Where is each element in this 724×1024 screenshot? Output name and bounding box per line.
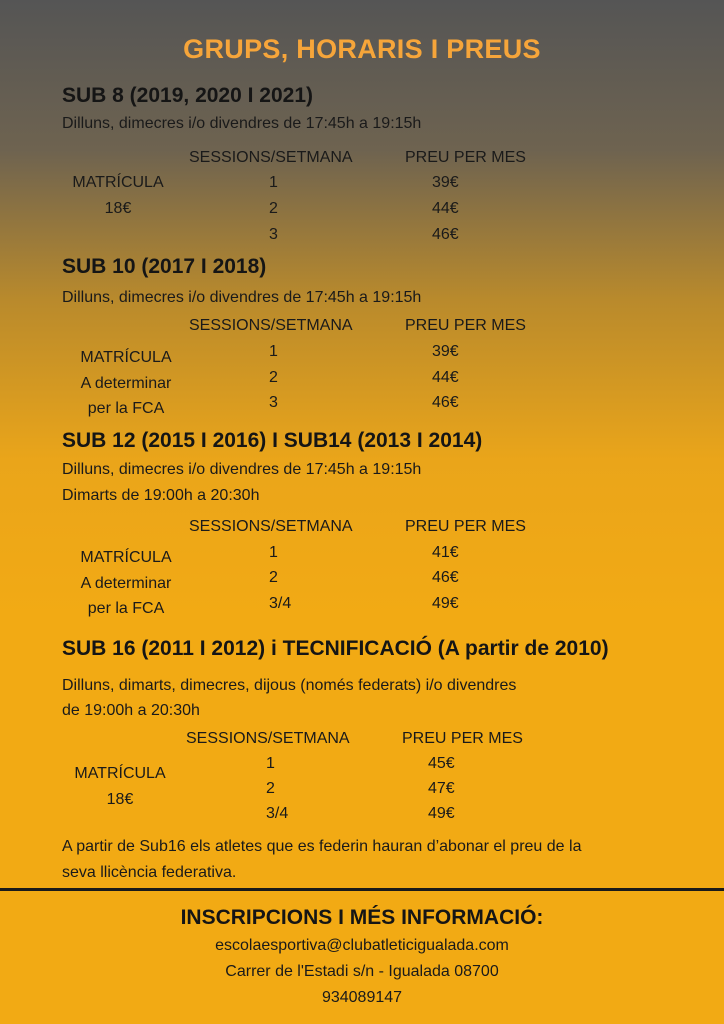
matricula-value: 18€ [104, 200, 132, 217]
group-title: SUB 16 (2011 I 2012) i TECNIFICACIÓ (A partir de 2010) [62, 637, 609, 660]
matricula-value: 18€ [106, 791, 134, 808]
schedule-line: Dilluns, dimarts, dimecres, dijous (només federats) i/o divendres [62, 677, 517, 694]
divider [0, 888, 724, 891]
sessions-value: 1 [269, 174, 278, 191]
note-line: seva llicència federativa. [62, 864, 237, 881]
sessions-value: 2 [269, 200, 278, 217]
sessions-value: 2 [269, 369, 278, 386]
sessions-value: 1 [266, 755, 275, 772]
sessions-value: 1 [269, 343, 278, 360]
sessions-value: 3/4 [269, 595, 292, 612]
sessions-value: 1 [269, 544, 278, 561]
price-value: 44€ [432, 200, 459, 217]
schedule-line: Dilluns, dimecres i/o divendres de 17:45h a 19:15h [62, 115, 422, 132]
sessions-header: SESSIONS/SETMANA [189, 518, 353, 535]
group-title: SUB 10 (2017 I 2018) [62, 255, 267, 278]
sessions-value: 3 [269, 394, 278, 411]
footer-title: INSCRIPCIONS I MÉS INFORMACIÓ: [180, 906, 544, 929]
sessions-header: SESSIONS/SETMANA [186, 730, 350, 747]
group-title: SUB 12 (2015 I 2016) I SUB14 (2013 I 2014) [62, 429, 483, 452]
price-header: PREU PER MES [405, 317, 526, 334]
matricula-label: MATRÍCULA [74, 765, 166, 782]
matricula-label: MATRÍCULA [80, 349, 172, 366]
sessions-value: 2 [269, 569, 278, 586]
price-value: 45€ [428, 755, 455, 772]
price-header: PREU PER MES [402, 730, 523, 747]
price-value: 46€ [432, 226, 459, 243]
page-title: GRUPS, HORARIS I PREUS [183, 34, 541, 64]
group-title: SUB 8 (2019, 2020 I 2021) [62, 84, 313, 107]
matricula-label: MATRÍCULA [72, 174, 164, 191]
schedule-line: de 19:00h a 20:30h [62, 702, 200, 719]
contact-email[interactable]: escolaesportiva@clubatleticigualada.com [215, 937, 509, 954]
price-header: PREU PER MES [405, 149, 526, 166]
matricula-value: A determinar [80, 375, 172, 392]
contact-phone[interactable]: 934089147 [321, 989, 403, 1006]
matricula-value: A determinar [80, 575, 172, 592]
schedule-line: Dilluns, dimecres i/o divendres de 17:45h a 19:15h [62, 461, 422, 478]
matricula-value: per la FCA [87, 400, 165, 417]
sessions-value: 3/4 [266, 805, 289, 822]
price-value: 39€ [432, 174, 459, 191]
federation-note [62, 834, 581, 886]
contact-address: Carrer de l'Estadi s/n - Igualada 08700 [225, 963, 499, 980]
price-value: 47€ [428, 780, 455, 797]
price-value: 46€ [432, 394, 459, 411]
price-value: 49€ [432, 595, 459, 612]
price-value: 44€ [432, 369, 459, 386]
price-header: PREU PER MES [405, 518, 526, 535]
schedule-line: Dimarts de 19:00h a 20:30h [62, 487, 260, 504]
sessions-header: SESSIONS/SETMANA [189, 317, 353, 334]
sessions-value: 3 [269, 226, 278, 243]
price-value: 49€ [428, 805, 455, 822]
price-value: 41€ [432, 544, 459, 561]
sessions-header: SESSIONS/SETMANA [189, 149, 353, 166]
note-line: A partir de Sub16 els atletes que es federin hauran d’abonar el preu de la [62, 838, 582, 855]
price-value: 46€ [432, 569, 459, 586]
price-value: 39€ [432, 343, 459, 360]
sessions-value: 2 [266, 780, 275, 797]
matricula-label: MATRÍCULA [80, 549, 172, 566]
schedule-line: Dilluns, dimecres i/o divendres de 17:45h a 19:15h [62, 289, 422, 306]
matricula-value: per la FCA [87, 600, 165, 617]
